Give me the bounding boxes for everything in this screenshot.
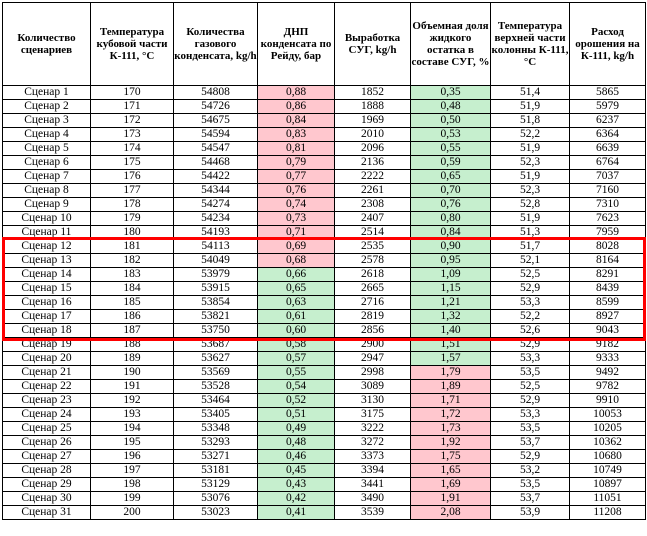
- reid-pressure-cell: 0,71: [258, 226, 335, 240]
- top-temperature-cell: 51,9: [491, 170, 570, 184]
- table-row: [3, 352, 646, 366]
- condensate-amount-cell: 53687: [174, 338, 258, 352]
- liquid-residue-cell: 1,71: [411, 394, 491, 408]
- scenario-cell: Сценар 27: [3, 450, 91, 464]
- reflux-flow-cell: 8599: [570, 296, 646, 310]
- condensate-amount-cell: 53528: [174, 380, 258, 394]
- table-row: [3, 296, 646, 310]
- bottom-temperature-cell: 192: [91, 394, 174, 408]
- lpg-output-cell: 2514: [335, 226, 411, 240]
- table-row: [3, 366, 646, 380]
- condensate-amount-cell: 53293: [174, 436, 258, 450]
- reflux-flow-cell: 10680: [570, 450, 646, 464]
- reflux-flow-cell: 11051: [570, 492, 646, 506]
- bottom-temperature-cell: 170: [91, 86, 174, 100]
- bottom-temperature-cell: 198: [91, 478, 174, 492]
- reid-pressure-cell: 0,48: [258, 436, 335, 450]
- table-row: [3, 310, 646, 324]
- table-row: [3, 156, 646, 170]
- liquid-residue-cell: 1,57: [411, 352, 491, 366]
- reid-pressure-cell: 0,45: [258, 464, 335, 478]
- condensate-amount-cell: 53405: [174, 408, 258, 422]
- lpg-output-cell: 2222: [335, 170, 411, 184]
- condensate-amount-cell: 54422: [174, 170, 258, 184]
- header-bottom-temperature: Температура кубовой части К-111, °С: [91, 3, 174, 86]
- bottom-temperature-cell: 190: [91, 366, 174, 380]
- lpg-output-cell: 1969: [335, 114, 411, 128]
- top-temperature-cell: 52,3: [491, 184, 570, 198]
- lpg-output-cell: 1852: [335, 86, 411, 100]
- reid-pressure-cell: 0,83: [258, 128, 335, 142]
- header-reflux-flow: Расход орошения на К-111, kg/h: [570, 3, 646, 86]
- condensate-amount-cell: 54274: [174, 198, 258, 212]
- liquid-residue-cell: 1,72: [411, 408, 491, 422]
- top-temperature-cell: 53,5: [491, 366, 570, 380]
- lpg-output-cell: 2136: [335, 156, 411, 170]
- condensate-amount-cell: 53076: [174, 492, 258, 506]
- liquid-residue-cell: 1,40: [411, 324, 491, 338]
- scenario-cell: Сценар 8: [3, 184, 91, 198]
- table-row: [3, 100, 646, 114]
- table-row: [3, 86, 646, 100]
- liquid-residue-cell: 0,95: [411, 254, 491, 268]
- top-temperature-cell: 51,8: [491, 114, 570, 128]
- condensate-amount-cell: 54344: [174, 184, 258, 198]
- condensate-amount-cell: 53023: [174, 506, 258, 520]
- liquid-residue-cell: 0,90: [411, 240, 491, 254]
- lpg-output-cell: 2578: [335, 254, 411, 268]
- reid-pressure-cell: 0,60: [258, 324, 335, 338]
- table-row: [3, 436, 646, 450]
- bottom-temperature-cell: 189: [91, 352, 174, 366]
- scenario-cell: Сценар 30: [3, 492, 91, 506]
- bottom-temperature-cell: 186: [91, 310, 174, 324]
- lpg-output-cell: 2665: [335, 282, 411, 296]
- bottom-temperature-cell: 193: [91, 408, 174, 422]
- condensate-amount-cell: 54675: [174, 114, 258, 128]
- liquid-residue-cell: 0,59: [411, 156, 491, 170]
- lpg-output-cell: 3130: [335, 394, 411, 408]
- top-temperature-cell: 53,3: [491, 408, 570, 422]
- reflux-flow-cell: 9492: [570, 366, 646, 380]
- bottom-temperature-cell: 194: [91, 422, 174, 436]
- condensate-amount-cell: 53854: [174, 296, 258, 310]
- table-row: [3, 240, 646, 254]
- lpg-output-cell: 3222: [335, 422, 411, 436]
- condensate-amount-cell: 54468: [174, 156, 258, 170]
- lpg-output-cell: 3373: [335, 450, 411, 464]
- liquid-residue-cell: 1,21: [411, 296, 491, 310]
- bottom-temperature-cell: 200: [91, 506, 174, 520]
- reflux-flow-cell: 7160: [570, 184, 646, 198]
- header-condensate-amount: Количества газового конденсата, kg/h: [174, 3, 258, 86]
- scenario-cell: Сценар 18: [3, 324, 91, 338]
- scenario-cell: Сценар 14: [3, 268, 91, 282]
- reid-pressure-cell: 0,57: [258, 352, 335, 366]
- scenario-cell: Сценар 25: [3, 422, 91, 436]
- reflux-flow-cell: 9910: [570, 394, 646, 408]
- table-row: [3, 408, 646, 422]
- top-temperature-cell: 53,5: [491, 422, 570, 436]
- top-temperature-cell: 51,4: [491, 86, 570, 100]
- table-row: [3, 338, 646, 352]
- table-row: [3, 128, 646, 142]
- liquid-residue-cell: 1,89: [411, 380, 491, 394]
- condensate-amount-cell: 53821: [174, 310, 258, 324]
- lpg-output-cell: 2900: [335, 338, 411, 352]
- condensate-amount-cell: 54547: [174, 142, 258, 156]
- reflux-flow-cell: 9043: [570, 324, 646, 338]
- bottom-temperature-cell: 180: [91, 226, 174, 240]
- bottom-temperature-cell: 185: [91, 296, 174, 310]
- bottom-temperature-cell: 175: [91, 156, 174, 170]
- liquid-residue-cell: 0,80: [411, 212, 491, 226]
- liquid-residue-cell: 1,91: [411, 492, 491, 506]
- lpg-output-cell: 3539: [335, 506, 411, 520]
- reflux-flow-cell: 6237: [570, 114, 646, 128]
- top-temperature-cell: 52,2: [491, 310, 570, 324]
- lpg-output-cell: 2261: [335, 184, 411, 198]
- reflux-flow-cell: 8439: [570, 282, 646, 296]
- liquid-residue-cell: 2,08: [411, 506, 491, 520]
- reid-pressure-cell: 0,43: [258, 478, 335, 492]
- reflux-flow-cell: 7310: [570, 198, 646, 212]
- reid-pressure-cell: 0,42: [258, 492, 335, 506]
- liquid-residue-cell: 1,32: [411, 310, 491, 324]
- bottom-temperature-cell: 187: [91, 324, 174, 338]
- condensate-amount-cell: 54808: [174, 86, 258, 100]
- reid-pressure-cell: 0,61: [258, 310, 335, 324]
- table-row: [3, 114, 646, 128]
- scenario-cell: Сценар 22: [3, 380, 91, 394]
- scenario-cell: Сценар 20: [3, 352, 91, 366]
- reflux-flow-cell: 9182: [570, 338, 646, 352]
- scenario-cell: Сценар 1: [3, 86, 91, 100]
- liquid-residue-cell: 1,09: [411, 268, 491, 282]
- reid-pressure-cell: 0,77: [258, 170, 335, 184]
- top-temperature-cell: 53,9: [491, 506, 570, 520]
- reid-pressure-cell: 0,65: [258, 282, 335, 296]
- top-temperature-cell: 53,5: [491, 478, 570, 492]
- table-row: [3, 450, 646, 464]
- reid-pressure-cell: 0,73: [258, 212, 335, 226]
- bottom-temperature-cell: 183: [91, 268, 174, 282]
- scenario-cell: Сценар 12: [3, 240, 91, 254]
- scenario-cell: Сценар 21: [3, 366, 91, 380]
- condensate-amount-cell: 53129: [174, 478, 258, 492]
- liquid-residue-cell: 0,55: [411, 142, 491, 156]
- top-temperature-cell: 53,7: [491, 492, 570, 506]
- liquid-residue-cell: 1,92: [411, 436, 491, 450]
- top-temperature-cell: 52,5: [491, 380, 570, 394]
- reid-pressure-cell: 0,88: [258, 86, 335, 100]
- header-reid-vapor-pressure: ДНП конденсата по Рейду, бар: [258, 3, 335, 86]
- table-body: [3, 86, 646, 520]
- lpg-output-cell: 2947: [335, 352, 411, 366]
- reflux-flow-cell: 7959: [570, 226, 646, 240]
- scenario-cell: Сценар 26: [3, 436, 91, 450]
- reflux-flow-cell: 6364: [570, 128, 646, 142]
- scenario-table: [2, 2, 646, 520]
- condensate-amount-cell: 54234: [174, 212, 258, 226]
- scenario-cell: Сценар 17: [3, 310, 91, 324]
- scenario-cell: Сценар 23: [3, 394, 91, 408]
- top-temperature-cell: 52,9: [491, 450, 570, 464]
- lpg-output-cell: 2407: [335, 212, 411, 226]
- lpg-output-cell: 1888: [335, 100, 411, 114]
- top-temperature-cell: 53,3: [491, 296, 570, 310]
- header-scenario-count: Количество сценариев: [3, 3, 91, 86]
- bottom-temperature-cell: 182: [91, 254, 174, 268]
- top-temperature-cell: 53,7: [491, 436, 570, 450]
- condensate-amount-cell: 53181: [174, 464, 258, 478]
- top-temperature-cell: 51,9: [491, 142, 570, 156]
- scenario-cell: Сценар 6: [3, 156, 91, 170]
- table-row: [3, 254, 646, 268]
- reid-pressure-cell: 0,81: [258, 142, 335, 156]
- top-temperature-cell: 52,5: [491, 268, 570, 282]
- liquid-residue-cell: 0,84: [411, 226, 491, 240]
- reflux-flow-cell: 9782: [570, 380, 646, 394]
- scenario-cell: Сценар 15: [3, 282, 91, 296]
- condensate-amount-cell: 53348: [174, 422, 258, 436]
- bottom-temperature-cell: 199: [91, 492, 174, 506]
- lpg-output-cell: 3490: [335, 492, 411, 506]
- table-row: [3, 394, 646, 408]
- condensate-amount-cell: 53569: [174, 366, 258, 380]
- scenario-cell: Сценар 7: [3, 170, 91, 184]
- reid-pressure-cell: 0,86: [258, 100, 335, 114]
- reflux-flow-cell: 8164: [570, 254, 646, 268]
- reflux-flow-cell: 10053: [570, 408, 646, 422]
- bottom-temperature-cell: 179: [91, 212, 174, 226]
- liquid-residue-cell: 1,65: [411, 464, 491, 478]
- condensate-amount-cell: 54594: [174, 128, 258, 142]
- bottom-temperature-cell: 178: [91, 198, 174, 212]
- bottom-temperature-cell: 181: [91, 240, 174, 254]
- table-row: [3, 268, 646, 282]
- reid-pressure-cell: 0,84: [258, 114, 335, 128]
- table-row: [3, 212, 646, 226]
- table-row: [3, 184, 646, 198]
- reid-pressure-cell: 0,69: [258, 240, 335, 254]
- lpg-output-cell: 3089: [335, 380, 411, 394]
- liquid-residue-cell: 1,51: [411, 338, 491, 352]
- scenario-cell: Сценар 2: [3, 100, 91, 114]
- liquid-residue-cell: 1,79: [411, 366, 491, 380]
- table-row: [3, 282, 646, 296]
- table-row: [3, 198, 646, 212]
- bottom-temperature-cell: 174: [91, 142, 174, 156]
- lpg-output-cell: 3175: [335, 408, 411, 422]
- liquid-residue-cell: 0,65: [411, 170, 491, 184]
- lpg-output-cell: 2096: [335, 142, 411, 156]
- scenario-cell: Сценар 31: [3, 506, 91, 520]
- header-row: [3, 3, 646, 86]
- reid-pressure-cell: 0,58: [258, 338, 335, 352]
- reid-pressure-cell: 0,79: [258, 156, 335, 170]
- reid-pressure-cell: 0,55: [258, 366, 335, 380]
- bottom-temperature-cell: 171: [91, 100, 174, 114]
- header-lpg-output: Выработка СУГ, kg/h: [335, 3, 411, 86]
- condensate-amount-cell: 53979: [174, 268, 258, 282]
- top-temperature-cell: 51,9: [491, 100, 570, 114]
- reid-pressure-cell: 0,68: [258, 254, 335, 268]
- table-row: [3, 492, 646, 506]
- condensate-amount-cell: 53750: [174, 324, 258, 338]
- scenario-cell: Сценар 16: [3, 296, 91, 310]
- lpg-output-cell: 3272: [335, 436, 411, 450]
- table-row: [3, 506, 646, 520]
- reflux-flow-cell: 8927: [570, 310, 646, 324]
- bottom-temperature-cell: 197: [91, 464, 174, 478]
- reflux-flow-cell: 5865: [570, 86, 646, 100]
- bottom-temperature-cell: 173: [91, 128, 174, 142]
- lpg-output-cell: 2856: [335, 324, 411, 338]
- reflux-flow-cell: 10897: [570, 478, 646, 492]
- liquid-residue-cell: 1,69: [411, 478, 491, 492]
- scenario-cell: Сценар 24: [3, 408, 91, 422]
- top-temperature-cell: 53,3: [491, 352, 570, 366]
- reflux-flow-cell: 11208: [570, 506, 646, 520]
- lpg-output-cell: 3394: [335, 464, 411, 478]
- condensate-amount-cell: 54726: [174, 100, 258, 114]
- bottom-temperature-cell: 177: [91, 184, 174, 198]
- liquid-residue-cell: 1,75: [411, 450, 491, 464]
- reflux-flow-cell: 7623: [570, 212, 646, 226]
- bottom-temperature-cell: 191: [91, 380, 174, 394]
- top-temperature-cell: 51,7: [491, 240, 570, 254]
- reflux-flow-cell: 5979: [570, 100, 646, 114]
- reflux-flow-cell: 8291: [570, 268, 646, 282]
- lpg-output-cell: 2716: [335, 296, 411, 310]
- top-temperature-cell: 52,9: [491, 282, 570, 296]
- reid-pressure-cell: 0,52: [258, 394, 335, 408]
- top-temperature-cell: 53,2: [491, 464, 570, 478]
- reflux-flow-cell: 6639: [570, 142, 646, 156]
- condensate-amount-cell: 53915: [174, 282, 258, 296]
- scenario-cell: Сценар 11: [3, 226, 91, 240]
- scenario-cell: Сценар 29: [3, 478, 91, 492]
- condensate-amount-cell: 54113: [174, 240, 258, 254]
- reflux-flow-cell: 7037: [570, 170, 646, 184]
- table-row: [3, 380, 646, 394]
- bottom-temperature-cell: 176: [91, 170, 174, 184]
- reflux-flow-cell: 6764: [570, 156, 646, 170]
- header-liquid-residue-fraction: Объемная доля жидкого остатка в составе СУГ, %: [411, 3, 491, 86]
- reflux-flow-cell: 8028: [570, 240, 646, 254]
- condensate-amount-cell: 53464: [174, 394, 258, 408]
- table-container: [2, 2, 645, 520]
- liquid-residue-cell: 0,48: [411, 100, 491, 114]
- lpg-output-cell: 2998: [335, 366, 411, 380]
- reflux-flow-cell: 10205: [570, 422, 646, 436]
- table-row: [3, 464, 646, 478]
- reid-pressure-cell: 0,46: [258, 450, 335, 464]
- scenario-cell: Сценар 4: [3, 128, 91, 142]
- top-temperature-cell: 52,9: [491, 394, 570, 408]
- scenario-cell: Сценар 3: [3, 114, 91, 128]
- condensate-amount-cell: 53271: [174, 450, 258, 464]
- table-row: [3, 478, 646, 492]
- top-temperature-cell: 52,9: [491, 338, 570, 352]
- scenario-cell: Сценар 9: [3, 198, 91, 212]
- lpg-output-cell: 2535: [335, 240, 411, 254]
- lpg-output-cell: 2618: [335, 268, 411, 282]
- lpg-output-cell: 2819: [335, 310, 411, 324]
- header-top-temperature: Температура верхней части колонны К-111, °С: [491, 3, 570, 86]
- liquid-residue-cell: 0,50: [411, 114, 491, 128]
- table-row: [3, 170, 646, 184]
- lpg-output-cell: 2308: [335, 198, 411, 212]
- liquid-residue-cell: 1,73: [411, 422, 491, 436]
- reid-pressure-cell: 0,49: [258, 422, 335, 436]
- scenario-cell: Сценар 28: [3, 464, 91, 478]
- liquid-residue-cell: 1,15: [411, 282, 491, 296]
- bottom-temperature-cell: 196: [91, 450, 174, 464]
- reflux-flow-cell: 10749: [570, 464, 646, 478]
- bottom-temperature-cell: 188: [91, 338, 174, 352]
- liquid-residue-cell: 0,35: [411, 86, 491, 100]
- reid-pressure-cell: 0,54: [258, 380, 335, 394]
- top-temperature-cell: 52,8: [491, 198, 570, 212]
- reflux-flow-cell: 10362: [570, 436, 646, 450]
- reflux-flow-cell: 9333: [570, 352, 646, 366]
- top-temperature-cell: 52,3: [491, 156, 570, 170]
- reid-pressure-cell: 0,51: [258, 408, 335, 422]
- top-temperature-cell: 52,1: [491, 254, 570, 268]
- bottom-temperature-cell: 195: [91, 436, 174, 450]
- top-temperature-cell: 52,6: [491, 324, 570, 338]
- reid-pressure-cell: 0,41: [258, 506, 335, 520]
- reid-pressure-cell: 0,63: [258, 296, 335, 310]
- lpg-output-cell: 3441: [335, 478, 411, 492]
- top-temperature-cell: 52,2: [491, 128, 570, 142]
- reid-pressure-cell: 0,76: [258, 184, 335, 198]
- table-row: [3, 324, 646, 338]
- liquid-residue-cell: 0,70: [411, 184, 491, 198]
- scenario-cell: Сценар 10: [3, 212, 91, 226]
- top-temperature-cell: 51,9: [491, 212, 570, 226]
- table-row: [3, 226, 646, 240]
- liquid-residue-cell: 0,53: [411, 128, 491, 142]
- scenario-cell: Сценар 13: [3, 254, 91, 268]
- condensate-amount-cell: 53627: [174, 352, 258, 366]
- lpg-output-cell: 2010: [335, 128, 411, 142]
- reid-pressure-cell: 0,74: [258, 198, 335, 212]
- condensate-amount-cell: 54193: [174, 226, 258, 240]
- table-row: [3, 422, 646, 436]
- reid-pressure-cell: 0,66: [258, 268, 335, 282]
- bottom-temperature-cell: 172: [91, 114, 174, 128]
- liquid-residue-cell: 0,76: [411, 198, 491, 212]
- top-temperature-cell: 51,3: [491, 226, 570, 240]
- condensate-amount-cell: 54049: [174, 254, 258, 268]
- scenario-cell: Сценар 5: [3, 142, 91, 156]
- scenario-cell: Сценар 19: [3, 338, 91, 352]
- table-row: [3, 142, 646, 156]
- bottom-temperature-cell: 184: [91, 282, 174, 296]
